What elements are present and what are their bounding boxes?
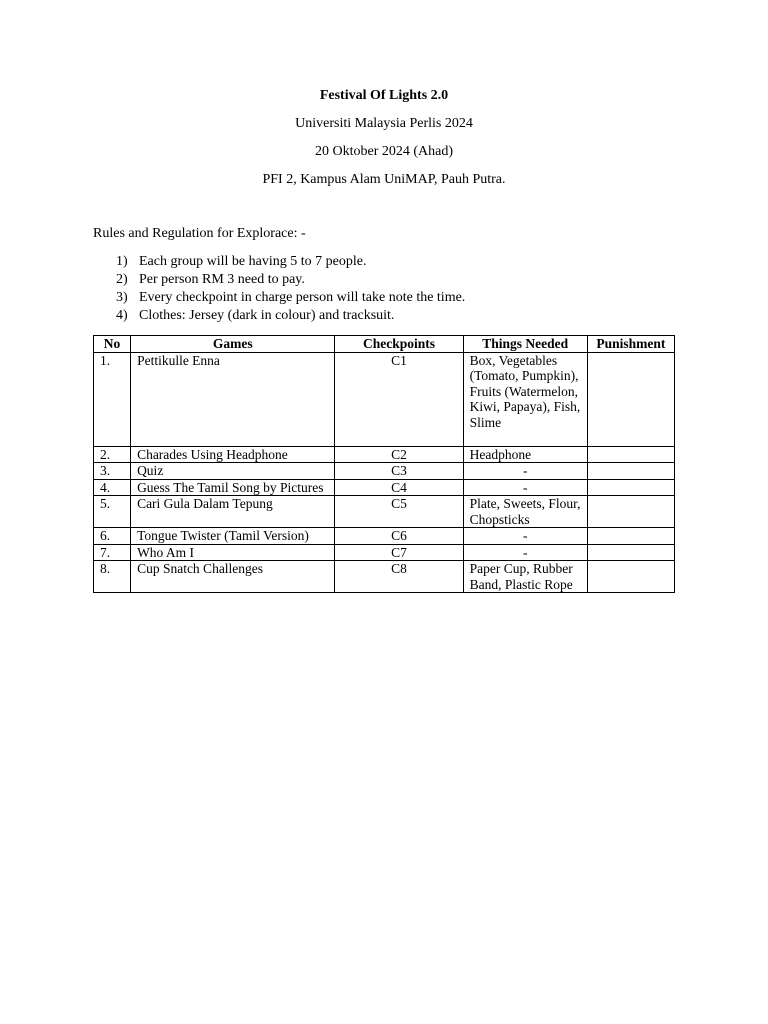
cell-punishment — [587, 544, 674, 561]
rule-number: 1) — [116, 254, 128, 269]
rule-text: Every checkpoint in charge person will take note the time. — [139, 290, 466, 305]
header-things-needed: Things Needed — [463, 336, 587, 353]
table-row — [94, 446, 675, 463]
rule-text: Clothes: Jersey (dark in colour) and tracksuit. — [139, 308, 395, 323]
cell-game: Charades Using Headphone — [131, 446, 335, 463]
table-row — [94, 496, 675, 528]
rule-number: 2) — [116, 272, 128, 287]
table-row — [94, 463, 675, 480]
rules-heading: Rules and Regulation for Explorace: - — [93, 226, 306, 241]
table-row — [94, 528, 675, 545]
document-header — [0, 86, 768, 198]
header-games: Games — [131, 336, 335, 353]
rule-item — [116, 253, 465, 271]
cell-checkpoint: C8 — [335, 561, 463, 593]
cell-punishment — [587, 528, 674, 545]
rule-number: 4) — [116, 308, 128, 323]
cell-checkpoint: C1 — [335, 352, 463, 446]
cell-checkpoint: C2 — [335, 446, 463, 463]
cell-punishment — [587, 352, 674, 446]
cell-punishment — [587, 561, 674, 593]
cell-checkpoint: C5 — [335, 496, 463, 528]
cell-things: Plate, Sweets, Flour, Chopsticks — [463, 496, 587, 528]
cell-things: - — [463, 463, 587, 480]
cell-game: Who Am I — [131, 544, 335, 561]
cell-game: Quiz — [131, 463, 335, 480]
rule-text: Each group will be having 5 to 7 people. — [139, 254, 367, 269]
cell-no: 3. — [94, 463, 131, 480]
cell-no: 5. — [94, 496, 131, 528]
university-name: Universiti Malaysia Perlis 2024 — [295, 116, 473, 131]
cell-punishment — [587, 496, 674, 528]
cell-punishment — [587, 463, 674, 480]
header-no: No — [94, 336, 131, 353]
cell-checkpoint: C7 — [335, 544, 463, 561]
cell-game: Guess The Tamil Song by Pictures — [131, 479, 335, 496]
cell-no: 7. — [94, 544, 131, 561]
cell-things: Headphone — [463, 446, 587, 463]
cell-punishment — [587, 446, 674, 463]
cell-punishment — [587, 479, 674, 496]
table-row — [94, 479, 675, 496]
header-checkpoints: Checkpoints — [335, 336, 463, 353]
cell-game: Pettikulle Enna — [131, 352, 335, 446]
rule-text: Per person RM 3 need to pay. — [139, 272, 305, 287]
games-table — [93, 335, 675, 593]
document-title: Festival Of Lights 2.0 — [319, 88, 449, 103]
cell-no: 1. — [94, 352, 131, 446]
table-row — [94, 352, 675, 446]
event-date: 20 Oktober 2024 (Ahad) — [314, 144, 454, 159]
cell-things: Paper Cup, Rubber Band, Plastic Rope — [463, 561, 587, 593]
cell-checkpoint: C4 — [335, 479, 463, 496]
table-header-row — [94, 336, 675, 353]
cell-game: Cari Gula Dalam Tepung — [131, 496, 335, 528]
rule-item — [116, 289, 465, 307]
cell-things: - — [463, 544, 587, 561]
cell-no: 8. — [94, 561, 131, 593]
cell-game: Cup Snatch Challenges — [131, 561, 335, 593]
cell-no: 2. — [94, 446, 131, 463]
cell-things: - — [463, 528, 587, 545]
cell-checkpoint: C6 — [335, 528, 463, 545]
table-row — [94, 561, 675, 593]
table-row — [94, 544, 675, 561]
rule-item — [116, 307, 465, 325]
event-venue: PFI 2, Kampus Alam UniMAP, Pauh Putra. — [262, 172, 506, 187]
header-punishment: Punishment — [587, 336, 674, 353]
cell-no: 6. — [94, 528, 131, 545]
cell-things: Box, Vegetables (Tomato, Pumpkin), Fruits (Watermelon, Kiwi, Papaya), Fish, Slime — [463, 352, 587, 446]
cell-checkpoint: C3 — [335, 463, 463, 480]
rule-item — [116, 271, 465, 289]
rules-list — [116, 253, 465, 325]
cell-no: 4. — [94, 479, 131, 496]
cell-things: - — [463, 479, 587, 496]
rule-number: 3) — [116, 290, 128, 305]
cell-game: Tongue Twister (Tamil Version) — [131, 528, 335, 545]
